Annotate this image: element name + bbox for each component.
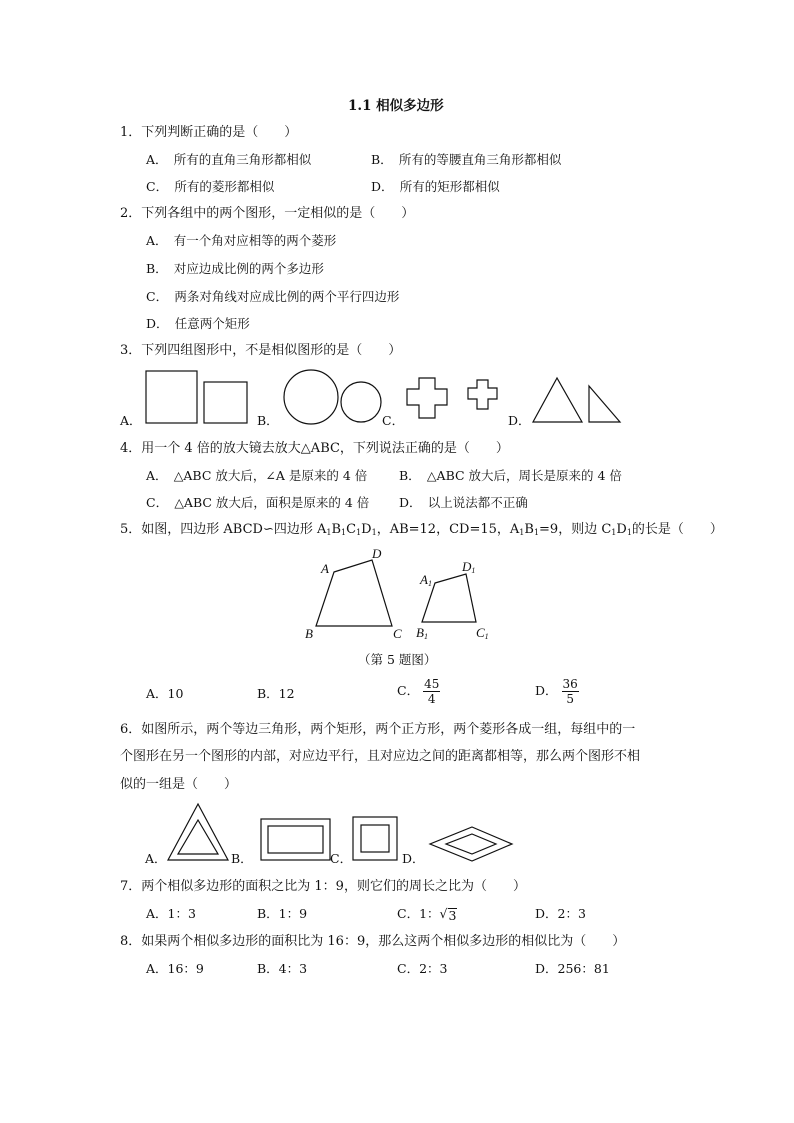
question-2-stem: 2．下列各组中的两个图形，一定相似的是（ ） [120, 206, 415, 221]
question-8-option-d: D．256：81 [535, 961, 610, 976]
q6-c-inner-square [361, 825, 389, 852]
question-1-option-d: D． 所有的矩形都相似 [371, 179, 500, 194]
q5-stem-part: D [616, 522, 627, 537]
question-6-line-3: 似的一组是（ ） [120, 777, 238, 792]
q5-label-c1-sub: 1 [484, 632, 489, 641]
question-6-line-2: 个图形在另一个图形的内部，对应边平行，且对应边之间的距离都相等，那么两个图形不相 [120, 749, 641, 764]
q6-a-outer-triangle [168, 804, 228, 860]
q5-label-c1-letter: C [476, 625, 485, 640]
q3-d-equilateral-triangle [533, 378, 582, 422]
q5-sub: 1 [356, 528, 362, 537]
q5-sub: 1 [626, 528, 632, 537]
question-6-figures [118, 800, 528, 866]
q5-stem-part: B [331, 522, 342, 537]
question-6-option-d: D． [402, 851, 425, 866]
question-2-option-c: C． 两条对角线对应成比例的两个平行四边形 [146, 289, 400, 304]
sqrt-icon: √ [439, 906, 448, 921]
q5-label-a1 [420, 573, 432, 591]
q5-label-b1-letter: B [416, 625, 424, 640]
question-1-option-a: A． 所有的直角三角形都相似 [146, 152, 312, 167]
q5-label-d1-sub: 1 [471, 566, 476, 575]
question-4-option-b: B． △ABC 放大后，周长是原来的 4 倍 [399, 468, 622, 483]
q5-sub: 1 [326, 528, 332, 537]
question-8-option-c: C．2：3 [397, 961, 448, 976]
q5-stem-part: D [361, 522, 372, 537]
question-1-option-b: B． 所有的等腰直角三角形都相似 [371, 152, 562, 167]
question-3-option-c: C． [382, 413, 405, 428]
q7-c-sqrt [440, 905, 458, 923]
q6-d-outer-rhombus [430, 827, 512, 861]
q5-label-d1 [462, 560, 475, 578]
q5-d-prefix: D． [535, 683, 558, 698]
q5-stem-part: 5．如图，四边形 ABCD∽四边形 A [120, 522, 327, 537]
q5-stem-part: ，AB=12，CD=15，A [376, 522, 520, 537]
q7-c-prefix: C．1： [397, 906, 440, 921]
question-6-option-b: B． [231, 851, 253, 866]
question-4-stem: 4．用一个 4 倍的放大镜去放大△ABC，下列说法正确的是（ ） [120, 441, 509, 456]
q5-label-b1-sub: 1 [423, 632, 428, 641]
q3-c-small-cross [468, 380, 497, 409]
q5-sub: 1 [371, 528, 377, 537]
question-1-option-c: C． 所有的菱形都相似 [146, 179, 275, 194]
q5-label-b1 [416, 626, 428, 644]
q5-d-denominator: 5 [566, 692, 574, 706]
question-5-option-a: A．10 [146, 686, 184, 701]
q6-a-inner-triangle [178, 820, 218, 854]
question-1-stem: 1．下列判断正确的是（ ） [120, 125, 298, 140]
q3-a-small-square [204, 382, 247, 423]
q3-c-large-cross [407, 378, 447, 418]
question-4-option-a: A． △ABC 放大后，∠A 是原来的 4 倍 [146, 468, 368, 483]
q5-label-c: C [393, 626, 402, 641]
q3-b-large-circle [284, 370, 338, 424]
question-2-option-a: A． 有一个角对应相等的两个菱形 [146, 233, 337, 248]
q5-label-d: D [372, 546, 382, 561]
question-3-option-a: A． [120, 413, 142, 428]
q6-d-inner-rhombus [446, 834, 496, 854]
q5-label-c1 [476, 626, 489, 644]
q5-c-fraction [423, 677, 440, 706]
q5-stem-part: =9，则边 C [539, 522, 612, 537]
question-6-option-c: C． [330, 851, 353, 866]
question-4-option-d: D． 以上说法都不正确 [399, 495, 528, 510]
q5-c-numerator: 45 [424, 677, 440, 691]
q6-b-inner-rectangle [268, 826, 323, 853]
question-5-option-b: B．12 [257, 686, 295, 701]
question-7-option-c [397, 905, 457, 923]
page-title: 1.1 相似多边形 [348, 98, 444, 114]
question-8-option-a: A．16：9 [146, 961, 204, 976]
question-4-option-c: C． △ABC 放大后，面积是原来的 4 倍 [146, 495, 370, 510]
q5-c-denominator: 4 [427, 692, 436, 706]
q3-b-small-circle [341, 382, 381, 422]
question-3-stem: 3．下列四组图形中，不是相似图形的是（ ） [120, 343, 402, 358]
q5-sub: 1 [611, 528, 617, 537]
question-7-option-b: B．1：9 [257, 906, 308, 921]
q5-label-d1-letter: D [462, 559, 472, 574]
q3-d-right-triangle [589, 386, 620, 422]
q5-sub: 1 [519, 528, 525, 537]
q5-c-prefix: C． [397, 683, 420, 698]
q5-label-a1-letter: A [420, 572, 428, 587]
q5-stem-part: 的长是（ ） [631, 522, 723, 537]
question-6-line-1: 6．如图所示，两个等边三角形，两个矩形，两个正方形，两个菱形各成一组，每组中的一 [120, 722, 636, 737]
q5-d-numerator: 36 [562, 677, 578, 691]
q5-d-fraction [562, 677, 579, 706]
q6-c-outer-square [353, 817, 397, 860]
question-8-option-b: B．4：3 [257, 961, 308, 976]
q5-label-a1-sub: 1 [427, 579, 432, 588]
q5-label-a: A [321, 561, 329, 576]
question-5-option-d [535, 677, 579, 706]
question-7-option-d: D．2：3 [535, 906, 586, 921]
question-3-option-b: B． [257, 413, 279, 428]
q7-c-radicand: 3 [448, 908, 457, 923]
question-5-figure-caption: （第 5 题图） [358, 652, 437, 667]
question-2-option-d: D． 任意两个矩形 [146, 316, 250, 331]
question-3-option-d: D． [508, 413, 531, 428]
q5-stem-part: C [346, 522, 357, 537]
q5-sub: 1 [341, 528, 347, 537]
question-7-stem: 7．两个相似多边形的面积之比为 1：9，则它们的周长之比为（ ） [120, 879, 526, 894]
question-6-option-a: A． [145, 851, 167, 866]
question-8-stem: 8．如果两个相似多边形的面积比为 16：9，那么这两个相似多边形的相似比为（ ） [120, 934, 626, 949]
question-3-figures [118, 366, 628, 428]
q5-stem-part: B [524, 522, 534, 537]
q5-label-b: B [305, 626, 313, 641]
question-7-option-a: A．1：3 [146, 906, 196, 921]
question-5-stem [120, 521, 723, 542]
question-2-option-b: B． 对应边成比例的两个多边形 [146, 261, 324, 276]
q3-a-large-square [146, 371, 197, 423]
q5-sub: 1 [533, 528, 540, 537]
question-5-option-c [397, 677, 440, 706]
q6-b-outer-rectangle [261, 819, 330, 860]
